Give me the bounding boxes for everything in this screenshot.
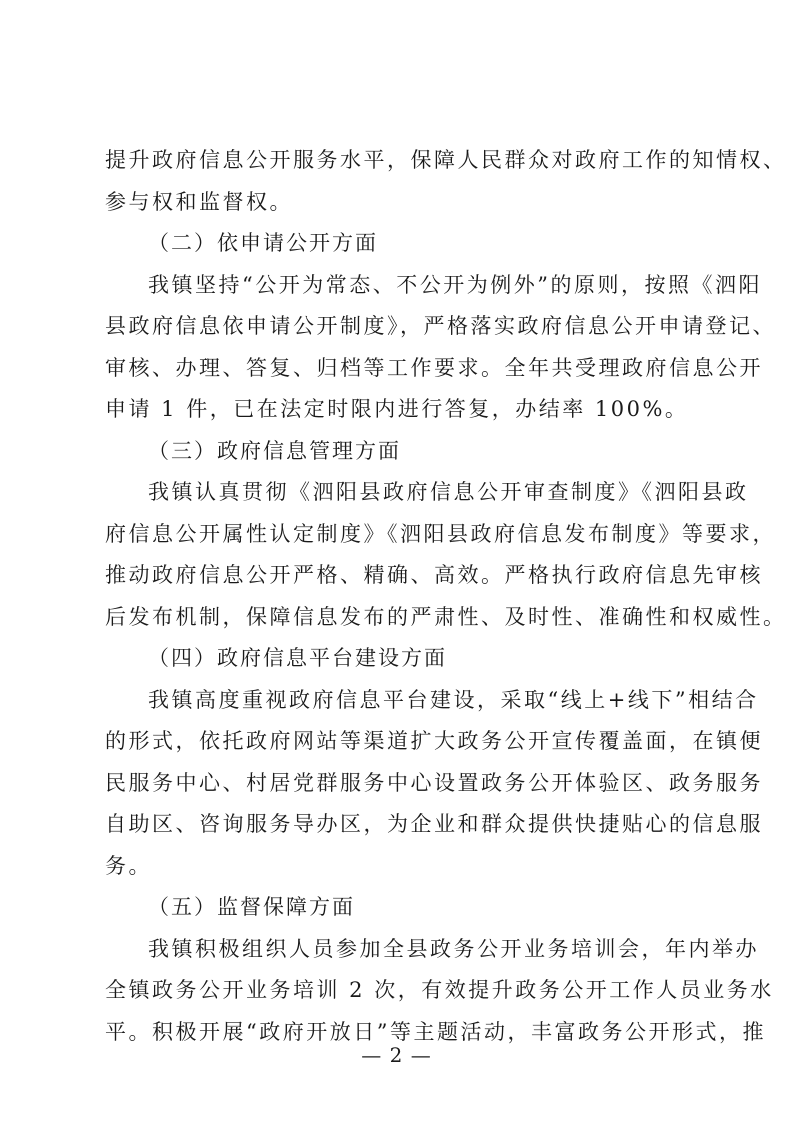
body-line: 我镇高度重视政府信息平台建设，采取“线上+线下”相结合: [148, 688, 759, 712]
section-heading: （四）政府信息平台建设方面: [148, 646, 447, 670]
body-line: 全镇政务公开业务培训 2 次，有效提升政务公开工作人员业务水: [105, 978, 774, 1002]
body-line: 我镇认真贯彻《泗阳县政府信息公开审查制度》《泗阳县政: [148, 480, 749, 504]
section-heading: （二）依申请公开方面: [148, 231, 378, 255]
body-line: 府信息公开属性认定制度》《泗阳县政府信息发布制度》等要求，: [105, 522, 776, 546]
page-number: — 2 —: [361, 1043, 432, 1067]
body-line: 平。积极开展“政府开放日”等主题活动，丰富政务公开形式，推: [105, 1020, 766, 1044]
body-line: 审核、办理、答复、归档等工作要求。全年共受理政府信息公开: [105, 356, 763, 380]
body-line: 后发布机制，保障信息发布的严肃性、及时性、准确性和权威性。: [105, 605, 787, 629]
body-line: 我镇坚持“公开为常态、不公开为例外”的原则，按照《泗阳: [148, 273, 762, 297]
body-line: 提升政府信息公开服务水平，保障人民群众对政府工作的知情权、: [105, 148, 787, 172]
section-heading: （三）政府信息管理方面: [148, 439, 401, 463]
body-line: 的形式，依托政府网站等渠道扩大政务公开宣传覆盖面，在镇便: [105, 729, 763, 753]
body-line: 我镇积极组织人员参加全县政务公开业务培训会，年内举办: [148, 937, 759, 961]
body-line: 申请 1 件，已在法定时限内进行答复，办结率 100%。: [105, 397, 689, 421]
section-heading: （五）监督保障方面: [148, 895, 355, 919]
body-line: 县政府信息依申请公开制度》，严格落实政府信息公开申请登记、: [105, 314, 776, 338]
body-line: 务。: [105, 854, 152, 878]
body-line: 参与权和监督权。: [105, 190, 293, 214]
body-line: 推动政府信息公开严格、精确、高效。严格执行政府信息先审核: [105, 563, 763, 587]
body-line: 民服务中心、村居党群服务中心设置政务公开体验区、政务服务: [105, 771, 763, 795]
body-line: 自助区、咨询服务导办区，为企业和群众提供快捷贴心的信息服: [105, 812, 763, 836]
